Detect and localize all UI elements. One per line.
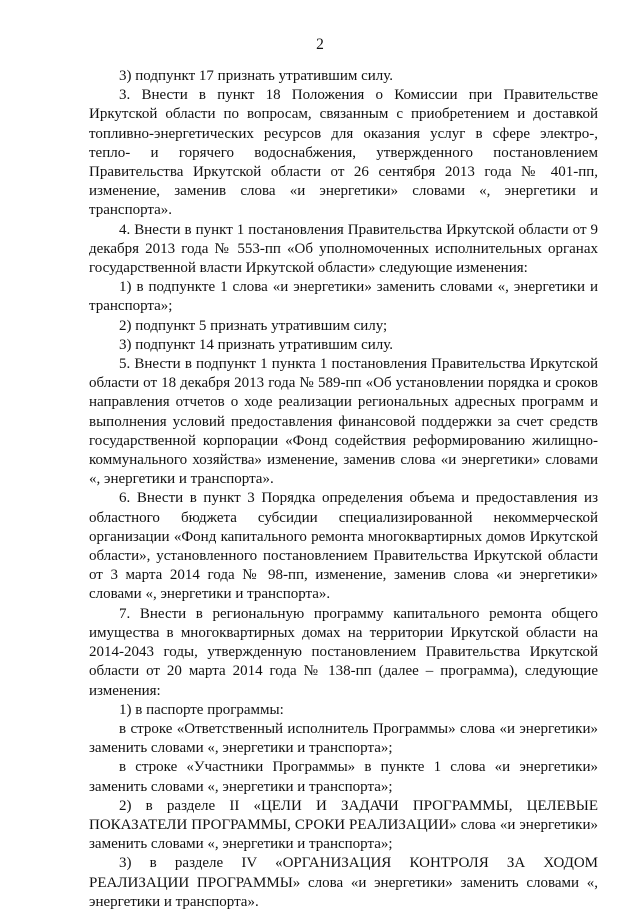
paragraph: 3) подпункт 17 признать утратившим силу. [119, 68, 394, 84]
page-number: 2 [316, 36, 324, 53]
paragraph: 3) подпункт 14 признать утратившим силу. [119, 336, 394, 353]
paragraph: 2) в разделе II «ЦЕЛИ И ЗАДАЧИ ПРОГРАММЫ, ЦЕЛЕВЫЕ ПОКАЗАТЕЛИ ПРОГРАММЫ, СРОКИ РЕАЛИЗАЦИИ» слова «и энергетики» заменить словами «, энергетики и транспорта»; [89, 797, 598, 853]
paragraph: 5. Внести в подпункт 1 пункта 1 постановления Правительства Иркутской области от 18 декабря 2013 года № 589-пп «Об установлении порядка и сроков направления отчетов о ходе реализации региональных адресных программ и выполнения условий предоставления финансовой поддержки за счет средств государственной корпорации «Фонд содействия реформированию жилищно-коммунального хозяйства» изменение, заменив слова «и энергетики» словами «, энергетики и транспорта». [89, 356, 598, 488]
paragraph: 2) подпункт 5 признать утратившим силу; [119, 317, 388, 334]
paragraph: в строке «Участники Программы» в пункте 1 слова «и энергетики» заменить словами «, энергетики и транспорта»; [89, 759, 598, 795]
paragraph: в строке «Ответственный исполнитель Программы» слова «и энергетики» заменить словами «, энергетики и транспорта»; [89, 720, 598, 757]
paragraph: 1) в паспорте программы: [119, 701, 284, 718]
paragraph: 7. Внести в региональную программу капитального ремонта общего имущества в многоквартирных домах на территории Иркутской области на 2014-2043 годы, утвержденную постановлением Правительства Иркутской области от 20 марта 2014 года № 138-пп (далее – программа), следующие изменения: [89, 605, 598, 699]
paragraph: 4. Внести в пункт 1 постановления Правительства Иркутской области от 9 декабря 2013 года № 553-пп «Об уполномоченных исполнительных органах государственной власти Иркутской области» следующие изменения: [89, 221, 598, 277]
paragraph: 3. Внести в пункт 18 Положения о Комиссии при Правительстве Иркутской области по вопросам, связанным с приобретением и доставкой топливно-энергетических ресурсов для оказания услуг в сфере электро-, тепло- и горячего водоснабжения, утвержденного постановлением Правительства Иркутской области от 26 сентября 2013 года № 401-пп, изменение, заменив слова «и энергетики» словами «, энергетики и транспорта». [89, 87, 598, 219]
paragraph: 1) в подпункте 1 слова «и энергетики» заменить словами «, энергетики и транспорта»; [89, 279, 598, 315]
paragraph: 3) в разделе IV «ОРГАНИЗАЦИЯ КОНТРОЛЯ ЗА ХОДОМ РЕАЛИЗАЦИИ ПРОГРАММЫ» слова «и энергетики» заменить словами «, энергетики и транспорта». [89, 855, 598, 910]
paragraph: 6. Внести в пункт 3 Порядка определения объема и предоставления из областного бюджета субсидии специализированной некоммерческой организации «Фонд капитального ремонта многоквартирных домов Иркутской области», установленного постановлением Правительства Иркутской области от 3 марта 2014 года № 98-пп, изменение, заменив слова «и энергетики» словами «, энергетики и транспорта». [89, 490, 598, 603]
document-body [89, 67, 598, 912]
